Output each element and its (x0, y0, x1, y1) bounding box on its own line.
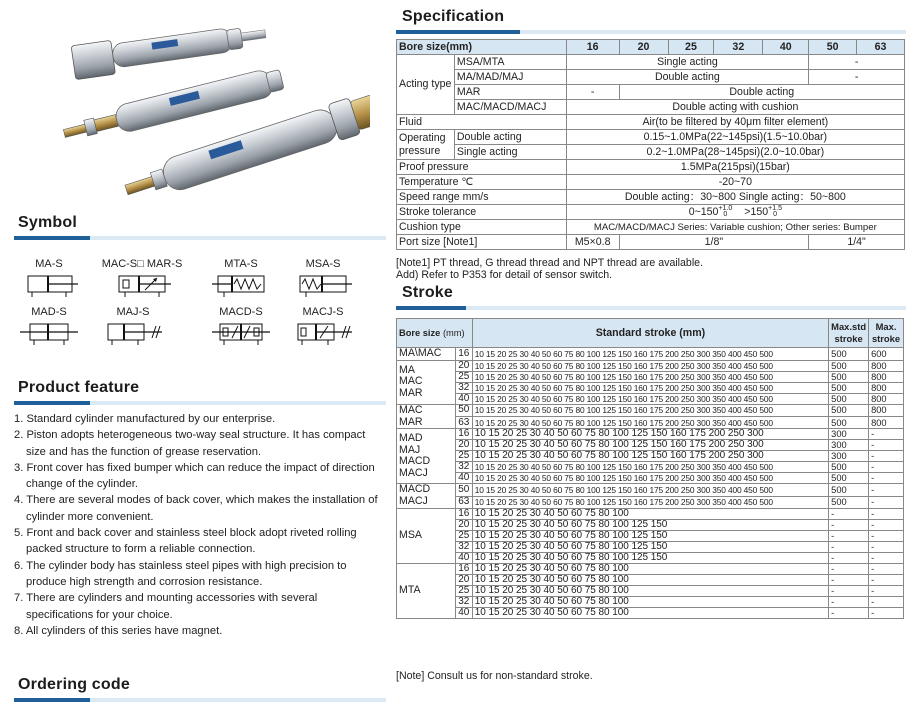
stroke-heading-rule (396, 306, 906, 310)
stroke-series-name: MAC MAR (397, 404, 456, 429)
stroke-series-name: MTA (397, 563, 456, 618)
bore-20-header: 20 (619, 40, 668, 55)
single-acting-pressure-value: 0.2~1.0MPa(28~145psi)(2.0~10.0bar) (566, 145, 904, 160)
cushion-cylinder-symbol-icon (111, 272, 173, 298)
spec-row-op-single (397, 145, 905, 160)
stroke-max-cell: - (869, 451, 904, 462)
proof-pressure-value: 1.5MPa(215psi)(15bar) (566, 160, 904, 175)
temperature-label: Temperature ℃ (397, 175, 567, 190)
spec-row-proof (397, 160, 905, 175)
symbol-mac-s-mar-s (92, 258, 192, 302)
operating-pressure-label: Operating pressure (397, 130, 455, 160)
stroke-bore-cell: 40 (455, 473, 472, 484)
single-acting-pressure-label: Single acting (454, 145, 566, 160)
stroke-values-cell: 10 15 20 25 30 40 50 60 75 80 100 125 150 160 175 200 250 300 350 400 450 500 (472, 484, 828, 496)
stroke-max-cell: 800 (869, 371, 904, 382)
stroke-row (397, 417, 904, 429)
stroke-values-cell: 10 15 20 25 30 40 50 60 75 80 100 125 150 160 175 200 250 300 350 400 450 500 (472, 496, 828, 508)
stroke-tolerance-a: 0~150 (688, 205, 719, 218)
feature-item: 2. Piston adopts heterogeneous two-way seal structure. It has compact size and has the function of grease reservation. (14, 429, 366, 458)
stroke-bore-cell: 25 (455, 585, 472, 596)
stroke-bore-cell: 16 (455, 348, 472, 361)
temperature-value: -20~70 (566, 175, 904, 190)
stroke-max-std-cell: 500 (829, 404, 869, 416)
stroke-row (397, 371, 904, 382)
spring-return-cylinder-symbol-icon (292, 272, 354, 298)
stroke-values-cell: 10 15 20 25 30 40 50 60 75 80 100 125 150 160 175 200 250 300 350 400 450 500 (472, 473, 828, 484)
port-size-label: Port size [Note1] (397, 235, 567, 250)
stroke-values-cell: 10 15 20 25 30 40 50 60 75 80 100 125 150 (472, 519, 828, 530)
stroke-standard-header: Standard stroke (mm) (472, 319, 828, 348)
stroke-row (397, 462, 904, 473)
stroke-table (396, 318, 904, 619)
stroke-tolerance-value (566, 205, 904, 220)
stroke-tolerance-b-lower: 0 (773, 210, 778, 218)
ma-mad-maj-label: MA/MAD/MAJ (454, 70, 566, 85)
symbol-macj-s (282, 306, 364, 350)
feature-item: 8. All cylinders of this series have magnet. (14, 624, 223, 637)
feature-item: 3. Front cover has fixed bumper which can reduce the impact of direction change of the cylinder. (14, 461, 375, 491)
double-rod-cushion-symbol-icon (210, 320, 272, 346)
spec-row-stroke-tolerance (397, 205, 905, 220)
symbol-mta-s (200, 258, 282, 302)
stroke-max-cell: 600 (869, 348, 904, 361)
stroke-row (397, 393, 904, 404)
speed-range-value: Double acting：30~800 Single acting：50~800 (566, 190, 904, 205)
stroke-tolerance-a-lower: 0 (723, 210, 728, 218)
stroke-bore-cell: 20 (455, 574, 472, 585)
stroke-row (397, 473, 904, 484)
stroke-row (397, 440, 904, 451)
spec-row-op-double (397, 130, 905, 145)
stroke-bore-cell: 16 (455, 508, 472, 519)
ordering-code-heading-rule (14, 698, 386, 702)
stroke-row (397, 496, 904, 508)
spec-note-1: [Note1] PT thread, G thread thread and NPT thread are available. (396, 257, 704, 269)
stroke-bore-cell: 16 (455, 563, 472, 574)
proof-pressure-label: Proof pressure (397, 160, 567, 175)
cushion-type-label: Cushion type (397, 220, 567, 235)
stroke-values-cell: 10 15 20 25 30 40 50 60 75 80 100 125 150 (472, 541, 828, 552)
stroke-max-cell: - (869, 596, 904, 607)
spec-row-msa-mta (397, 55, 905, 70)
double-acting-pressure-value: 0.15~1.0MPa(22~145psi)(1.5~10.0bar) (566, 130, 904, 145)
port-size-16: M5×0.8 (566, 235, 619, 250)
spec-row-ma-mad-maj (397, 70, 905, 85)
stroke-max-std-cell: 500 (829, 393, 869, 404)
stroke-bore-cell: 32 (455, 541, 472, 552)
stroke-max-std-cell: - (829, 519, 869, 530)
bore-40-header: 40 (763, 40, 809, 55)
stroke-bore-cell: 16 (455, 429, 472, 440)
spec-header-row (397, 40, 905, 55)
stroke-row (397, 596, 904, 607)
cushion-type-value: MAC/MACD/MACJ Series: Variable cushion; Other series: Bumper (566, 220, 904, 235)
feature-item: 5. Front and back cover and stainless steel block adopt riveted rolling packed structure to form a reliable connection. (14, 527, 357, 556)
stroke-row (397, 360, 904, 371)
stroke-tolerance-label: Stroke tolerance (397, 205, 567, 220)
stroke-bore-cell: 32 (455, 382, 472, 393)
stroke-max-cell: - (869, 508, 904, 519)
speed-range-label: Speed range mm/s (397, 190, 567, 205)
msa-mta-label: MSA/MTA (454, 55, 566, 70)
stroke-max-std-cell: 500 (829, 360, 869, 371)
stroke-values-cell: 10 15 20 25 30 40 50 60 75 80 100 125 150 160 175 200 250 300 350 400 450 500 (472, 393, 828, 404)
symbol-heading-rule (14, 236, 386, 240)
bore-50-header: 50 (809, 40, 857, 55)
stroke-note: [Note] Consult us for non-standard stroke. (396, 670, 593, 682)
feature-item: 1. Standard cylinder manufactured by our enterprise. (14, 413, 276, 425)
stroke-row (397, 508, 904, 519)
stroke-series-name: MAD MAJ MACD MACJ (397, 429, 456, 484)
stroke-row (397, 484, 904, 496)
stroke-row (397, 574, 904, 585)
stroke-values-cell: 10 15 20 25 30 40 50 60 75 80 100 125 150 160 175 200 250 300 350 400 450 500 (472, 417, 828, 429)
stroke-values-cell: 10 15 20 25 30 40 50 60 75 80 100 125 150 160 175 200 250 300 350 400 450 500 (472, 348, 828, 361)
stroke-max-std-cell: 500 (829, 382, 869, 393)
stroke-max-cell: - (869, 440, 904, 451)
spec-notes (396, 257, 896, 281)
stroke-row (397, 429, 904, 440)
stroke-bore-cell: 40 (455, 552, 472, 563)
symbol-label: MACJ-S (302, 306, 344, 318)
stroke-max-std-cell: 500 (829, 348, 869, 361)
stroke-max-cell: - (869, 530, 904, 541)
mar-label: MAR (454, 85, 566, 100)
cylinder-symbol-icon (18, 272, 80, 298)
spring-cylinder-symbol-icon (210, 272, 272, 298)
stroke-values-cell: 10 15 20 25 30 40 50 60 75 80 100 125 150 160 175 200 250 300 (472, 451, 828, 462)
stroke-max-cell: - (869, 429, 904, 440)
stroke-max-cell: 800 (869, 417, 904, 429)
stroke-bore-cell: 63 (455, 417, 472, 429)
ordering-code-heading: Ordering code (18, 676, 130, 693)
ma-mad-maj-dash: - (809, 70, 905, 85)
symbol-label: MACD-S (219, 306, 263, 318)
stroke-max-cell: - (869, 585, 904, 596)
spec-row-port (397, 235, 905, 250)
stroke-max-std-cell: - (829, 508, 869, 519)
stroke-values-cell: 10 15 20 25 30 40 50 60 75 80 100 125 150 160 175 200 250 300 350 400 450 500 (472, 371, 828, 382)
stroke-row (397, 519, 904, 530)
stroke-max-cell: - (869, 496, 904, 508)
specification-heading: Specification (402, 8, 505, 25)
fluid-label: Fluid (397, 115, 567, 130)
stroke-max-cell: - (869, 541, 904, 552)
symbol-label: MAD-S (31, 306, 67, 318)
stroke-max-cell: - (869, 473, 904, 484)
stroke-row (397, 382, 904, 393)
msa-mta-value: Single acting (566, 55, 808, 70)
symbol-label: MAC-S□ MAR-S (101, 258, 183, 270)
stroke-max-std-cell: 500 (829, 462, 869, 473)
stroke-values-cell: 10 15 20 25 30 40 50 60 75 80 100 125 150 160 175 200 250 300 (472, 429, 828, 440)
stroke-row (397, 563, 904, 574)
stroke-series-name: MACD MACJ (397, 484, 456, 509)
stroke-row (397, 451, 904, 462)
spec-row-mac (397, 100, 905, 115)
symbol-label: MSA-S (305, 258, 341, 270)
stroke-tolerance-b-upper: +1.5 (768, 204, 782, 212)
stroke-tolerance-b: >150 (744, 205, 769, 218)
symbol-ma-s (8, 258, 90, 302)
stroke-series-name: MSA (397, 508, 456, 563)
port-size-50-63: 1/4" (809, 235, 905, 250)
stroke-max-std-cell: - (829, 574, 869, 585)
spec-row-mar (397, 85, 905, 100)
stroke-bore-cell: 40 (455, 393, 472, 404)
symbol-mad-s (8, 306, 90, 350)
stroke-bore-cell: 25 (455, 371, 472, 382)
stroke-bore-cell: 40 (455, 607, 472, 618)
spec-row-cushion (397, 220, 905, 235)
product-feature-heading: Product feature (18, 379, 140, 396)
spec-row-fluid (397, 115, 905, 130)
adjustable-cushion-symbol-icon (292, 320, 354, 346)
stroke-tolerance-a-upper: +1.0 (718, 204, 733, 212)
stroke-max-cell: - (869, 484, 904, 496)
stroke-values-cell: 10 15 20 25 30 40 50 60 75 80 100 (472, 563, 828, 574)
stroke-max-std-cell: 300 (829, 451, 869, 462)
stroke-max-cell: 800 (869, 382, 904, 393)
double-acting-pressure-label: Double acting (454, 130, 566, 145)
stroke-max-std-cell: 500 (829, 496, 869, 508)
bore-size-header: Bore size(mm) (397, 40, 567, 55)
stroke-max-header: Max. stroke (869, 319, 904, 348)
stroke-row (397, 585, 904, 596)
stroke-bore-cell: 20 (455, 360, 472, 371)
spec-row-temperature (397, 175, 905, 190)
product-feature-heading-rule (14, 401, 386, 405)
stroke-max-cell: - (869, 519, 904, 530)
stroke-bore-cell: 20 (455, 440, 472, 451)
stroke-bore-cell: 32 (455, 462, 472, 473)
fluid-value: Air(to be filtered by 40μm filter element) (566, 115, 904, 130)
product-photo (50, 20, 370, 210)
mar-value: Double acting (619, 85, 904, 100)
symbol-macd-s (200, 306, 282, 350)
stroke-heading: Stroke (402, 284, 453, 301)
stroke-row (397, 348, 904, 361)
acting-type-label: Acting type (397, 55, 455, 115)
feature-item: 4. There are several modes of back cover, which makes the installation of cylinder more convenient. (14, 494, 378, 523)
stroke-max-std-cell: - (829, 530, 869, 541)
spec-row-speed (397, 190, 905, 205)
stroke-max-std-cell: 500 (829, 371, 869, 382)
stroke-max-cell: - (869, 574, 904, 585)
stroke-row (397, 552, 904, 563)
stroke-max-std-cell: - (829, 563, 869, 574)
stroke-max-std-header: Max.std stroke (829, 319, 869, 348)
symbol-label: MTA-S (224, 258, 258, 270)
specification-heading-rule (396, 30, 906, 34)
stroke-values-cell: 10 15 20 25 30 40 50 60 75 80 100 (472, 607, 828, 618)
feature-item: 7. There are cylinders and mounting accessories with several specifications for your choice. (14, 592, 318, 621)
stroke-max-cell: - (869, 462, 904, 473)
stroke-max-std-cell: - (829, 596, 869, 607)
stroke-max-std-cell: 500 (829, 484, 869, 496)
stroke-max-std-cell: - (829, 607, 869, 618)
stroke-values-cell: 10 15 20 25 30 40 50 60 75 80 100 125 150 160 175 200 250 300 350 400 450 500 (472, 382, 828, 393)
stroke-values-cell: 10 15 20 25 30 40 50 60 75 80 100 125 150 160 175 200 250 300 350 400 450 500 (472, 462, 828, 473)
stroke-max-cell: - (869, 607, 904, 618)
stroke-max-cell: 800 (869, 393, 904, 404)
stroke-bore-cell: 25 (455, 530, 472, 541)
stroke-series-name: MA MAC MAR (397, 360, 456, 404)
stroke-values-cell: 10 15 20 25 30 40 50 60 75 80 100 (472, 585, 828, 596)
stroke-bore-cell: 25 (455, 451, 472, 462)
stroke-values-cell: 10 15 20 25 30 40 50 60 75 80 100 125 150 160 175 200 250 300 350 400 450 500 (472, 360, 828, 371)
mac-macd-macj-value: Double acting with cushion (566, 100, 904, 115)
stroke-values-cell: 10 15 20 25 30 40 50 60 75 80 100 125 150 160 175 200 250 300 350 400 450 500 (472, 404, 828, 416)
stroke-series-name: MA\MAC (397, 348, 456, 361)
bore-63-header: 63 (857, 40, 905, 55)
stroke-max-std-cell: 500 (829, 473, 869, 484)
stroke-row (397, 541, 904, 552)
feature-list (14, 411, 386, 639)
stroke-bore-cell: 50 (455, 484, 472, 496)
stroke-max-cell: 800 (869, 404, 904, 416)
bore-25-header: 25 (668, 40, 714, 55)
stroke-row (397, 530, 904, 541)
stroke-max-std-cell: - (829, 552, 869, 563)
symbol-label: MAJ-S (116, 306, 150, 318)
symbol-msa-s (282, 258, 364, 302)
mac-macd-macj-label: MAC/MACD/MACJ (454, 100, 566, 115)
feature-item: 6. The cylinder body has stainless steel pipes with high precision to produce high strength and corrosion resistance. (14, 559, 347, 588)
port-size-20-40: 1/8" (619, 235, 809, 250)
adjustable-cylinder-symbol-icon (102, 320, 164, 346)
symbol-maj-s (92, 306, 174, 350)
stroke-bore-cell: 20 (455, 519, 472, 530)
symbol-label: MA-S (35, 258, 63, 270)
stroke-values-cell: 10 15 20 25 30 40 50 60 75 80 100 125 150 (472, 530, 828, 541)
stroke-values-cell: 10 15 20 25 30 40 50 60 75 80 100 125 150 160 175 200 250 300 (472, 440, 828, 451)
mar-dash: - (566, 85, 619, 100)
stroke-bore-cell: 32 (455, 596, 472, 607)
stroke-row (397, 404, 904, 416)
stroke-bore-header: Bore size (mm) (397, 319, 473, 348)
stroke-max-std-cell: 500 (829, 417, 869, 429)
stroke-row (397, 607, 904, 618)
stroke-values-cell: 10 15 20 25 30 40 50 60 75 80 100 (472, 508, 828, 519)
stroke-values-cell: 10 15 20 25 30 40 50 60 75 80 100 125 150 (472, 552, 828, 563)
stroke-max-std-cell: - (829, 585, 869, 596)
stroke-max-cell: - (869, 552, 904, 563)
bore-16-header: 16 (566, 40, 619, 55)
msa-mta-dash: - (809, 55, 905, 70)
specification-table (396, 39, 905, 250)
double-rod-cylinder-symbol-icon (18, 320, 80, 346)
stroke-bore-cell: 50 (455, 404, 472, 416)
stroke-max-std-cell: 300 (829, 440, 869, 451)
spec-note-2: Add) Refer to P353 for detail of sensor switch. (396, 269, 613, 281)
symbol-heading: Symbol (18, 214, 77, 231)
ma-mad-maj-value: Double acting (566, 70, 808, 85)
bore-32-header: 32 (714, 40, 763, 55)
stroke-values-cell: 10 15 20 25 30 40 50 60 75 80 100 (472, 574, 828, 585)
stroke-bore-cell: 63 (455, 496, 472, 508)
stroke-values-cell: 10 15 20 25 30 40 50 60 75 80 100 (472, 596, 828, 607)
stroke-header-row (397, 319, 904, 348)
stroke-max-std-cell: - (829, 541, 869, 552)
stroke-max-cell: - (869, 563, 904, 574)
stroke-max-std-cell: 300 (829, 429, 869, 440)
stroke-max-cell: 800 (869, 360, 904, 371)
